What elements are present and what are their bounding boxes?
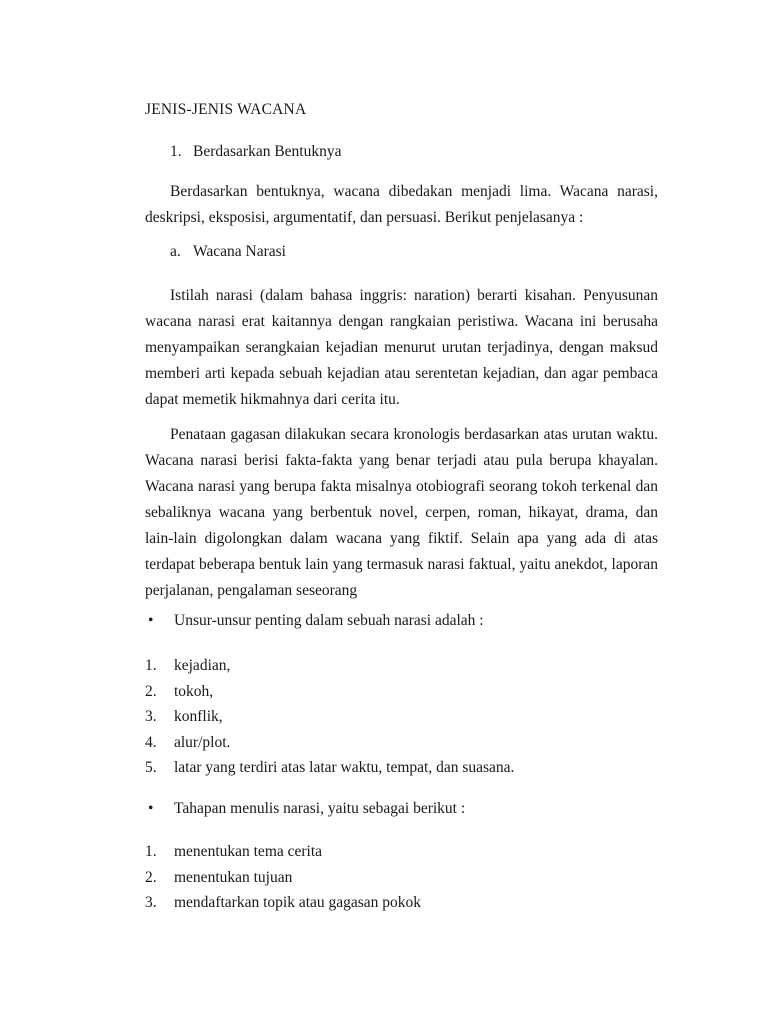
section-label: Berdasarkan Bentuknya	[193, 143, 342, 160]
section-heading	[170, 143, 342, 161]
bullet-text: Tahapan menulis narasi, yaitu sebagai berikut :	[174, 800, 466, 817]
list-item	[145, 841, 421, 867]
bullet-unsur	[148, 612, 484, 630]
list-item-text: konflik,	[174, 708, 223, 725]
list-item	[145, 732, 514, 758]
bullet-icon: •	[148, 800, 154, 817]
list-item	[145, 867, 421, 893]
list-item-text: tokoh,	[174, 682, 214, 700]
list-item	[145, 892, 421, 918]
list-item-text: latar yang terdiri atas latar waktu, tempat, dan suasana.	[174, 759, 515, 776]
list-item-number: 3.	[145, 894, 157, 911]
bullet-tahapan	[148, 800, 465, 818]
unsur-list	[145, 655, 514, 783]
tahapan-list	[145, 841, 421, 918]
narasi-paragraph-2: Penataan gagasan dilakukan secara kronologis berdasarkan atas urutan waktu. Wacana narasi berisi fakta-fakta yang benar terjadi atau pula berupa khayalan. Wacana narasi yang berupa fakta misalnya otobiografi seorang tokoh terkenal dan sebaliknya wacana yang berbentuk novel, cerpen, roman, hikayat, drama, dan lain-lain digolongkan dalam wacana yang fiktif. Selain apa yang ada di atas terdapat beberapa bentuk lain yang termasuk narasi faktual, yaitu anekdot, laporan perjalanan, pengalaman seseorang	[145, 426, 658, 599]
list-item-number: 1.	[145, 843, 157, 860]
bullet-icon: •	[148, 612, 154, 629]
page-title: JENIS-JENIS WACANA	[145, 101, 307, 118]
subsection-label: Wacana Narasi	[193, 243, 286, 260]
section-number: 1.	[170, 143, 182, 160]
bullet-text: Unsur-unsur penting dalam sebuah narasi adalah :	[174, 612, 484, 629]
subsection-letter: a.	[170, 243, 181, 260]
narasi-paragraph-1: Istilah narasi (dalam bahasa inggris: naration) berarti kisahan. Penyusunan wacana narasi erat kaitannya dengan rangkaian peristiwa. Wacana ini berusaha menyampaikan serangkaian kejadian menurut urutan terjadinya, dengan maksud memberi arti kepada sebuah kejadian atau serentetan kejadian, dan agar pembaca dapat memetik hikmahnya dari cerita itu.	[145, 287, 658, 408]
list-item	[145, 706, 514, 732]
list-item-number: 2.	[145, 868, 157, 886]
intro-paragraph: Berdasarkan bentuknya, wacana dibedakan menjadi lima. Wacana narasi, deskripsi, eksposisi, argumentatif, dan persuasi. Berikut penjelasanya :	[145, 183, 658, 226]
list-item-number: 4.	[145, 733, 157, 751]
list-item-text: kejadian,	[174, 657, 231, 674]
list-item-number: 5.	[145, 759, 157, 776]
list-item-text: mendaftarkan topik atau gagasan pokok	[174, 894, 422, 911]
list-item-number: 3.	[145, 708, 157, 725]
list-item-number: 1.	[145, 657, 157, 674]
list-item-text: alur/plot.	[174, 733, 231, 751]
subsection-heading	[170, 243, 286, 261]
list-item	[145, 757, 514, 783]
list-item-number: 2.	[145, 682, 157, 700]
list-item	[145, 655, 514, 681]
list-item	[145, 681, 514, 707]
list-item-text: menentukan tujuan	[174, 868, 293, 886]
list-item-text: menentukan tema cerita	[174, 843, 323, 860]
